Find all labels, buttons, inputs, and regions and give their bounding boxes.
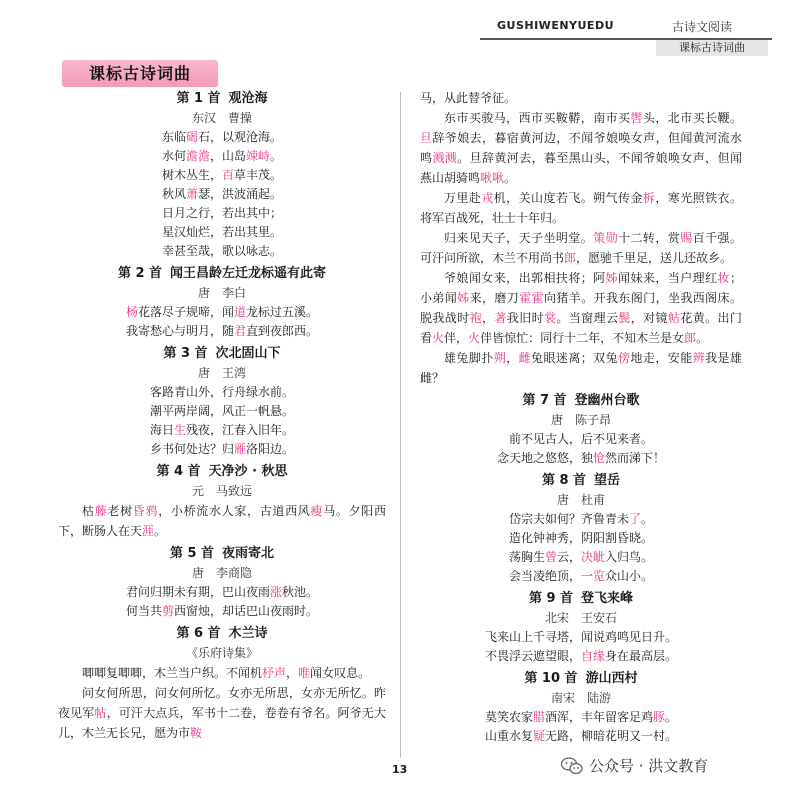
highlighted-char: 决眦 <box>581 550 606 564</box>
text-segment: 问女何所思，问女何所忆。女亦无所思，女亦无所忆。昨夜见军 <box>58 686 386 720</box>
text-segment: 乡书何处达？归 <box>149 442 234 456</box>
poem-heading <box>420 470 742 491</box>
page-number: 13 <box>392 763 408 776</box>
poem-author-name: 李商隐 <box>216 566 253 580</box>
text-segment: 身在最高层。 <box>605 649 678 663</box>
text-segment: 花落尽子规啼，闻 <box>137 305 234 319</box>
text-segment: ，愿驰千里足，送儿还故乡。 <box>576 251 733 265</box>
text-segment: 众山小。 <box>605 569 654 583</box>
poem-number: 第 7 首 <box>522 393 567 408</box>
text-segment: 直到夜郎西。 <box>246 324 319 338</box>
text-segment: 洛阳边。 <box>246 442 295 456</box>
text-segment: ，可汗大点兵，军书十二卷，卷卷有爷名。阿爷无大儿，木兰无长兄，愿为市 <box>58 706 386 740</box>
poem-author <box>420 411 742 430</box>
highlighted-char: 鬓 <box>618 311 631 325</box>
highlighted-char: 百 <box>221 168 234 182</box>
poem-heading <box>58 263 386 284</box>
highlighted-char: 霍霍 <box>519 291 544 305</box>
poem-line <box>58 223 386 242</box>
text-segment: 机，关山度若飞。朔气传金 <box>493 191 643 205</box>
prose-paragraph <box>420 228 742 268</box>
poem-line <box>420 628 742 647</box>
poem-line <box>58 583 386 602</box>
text-segment: 树木丛生， <box>161 168 222 182</box>
poem-dynasty: 唐 <box>550 413 563 427</box>
text-segment: 念天地之悠悠，独 <box>496 451 593 465</box>
text-segment: 残夜，江春入旧年。 <box>186 423 295 437</box>
poem-dynasty: 唐 <box>556 493 569 507</box>
poem-dynasty: 南宋 <box>550 691 575 705</box>
text-segment: 爷娘闻女来，出郭相扶将；阿 <box>444 271 606 285</box>
highlighted-char: 雌 <box>518 351 532 365</box>
highlighted-char: 傍 <box>618 351 631 365</box>
poem-number: 第 2 首 <box>117 266 163 281</box>
highlighted-char: 啾啾 <box>480 171 505 185</box>
text-segment: 幸甚至哉，歌以咏志。 <box>161 244 282 258</box>
header-title: 古诗文阅读 <box>672 20 733 34</box>
highlighted-char: 帖 <box>94 706 107 720</box>
header-tag: 课标古诗词曲 <box>656 40 768 56</box>
prose-paragraph <box>420 268 742 348</box>
prose-paragraph <box>420 188 742 228</box>
highlighted-char: 杼声 <box>262 666 287 680</box>
highlighted-char: 柝 <box>642 191 656 205</box>
wechat-icon <box>561 757 583 775</box>
highlighted-char: 藤 <box>94 504 108 518</box>
poem-heading <box>420 588 742 609</box>
highlighted-char: 旦 <box>420 131 433 145</box>
poem-author <box>58 364 386 383</box>
highlighted-char: 君 <box>233 324 246 338</box>
highlighted-char: 郎 <box>684 331 697 345</box>
text-segment: ， <box>481 311 495 325</box>
text-segment: 。 <box>665 710 678 724</box>
text-segment: 星汉灿烂，若出其里。 <box>161 225 282 239</box>
text-segment: 潮平两岸阔，风正一帆悬。 <box>149 404 294 418</box>
poem-dynasty: 唐 <box>197 286 210 300</box>
poem-author-name: 杜甫 <box>581 493 606 507</box>
highlighted-char: 妆 <box>717 271 730 285</box>
text-segment: ， <box>506 351 519 365</box>
text-segment: 马，从此替爷征。 <box>420 91 517 105</box>
text-segment: ，山岛 <box>209 149 246 163</box>
text-segment: 然而涕下！ <box>605 451 666 465</box>
poem-title: 闻王昌龄左迁龙标遥有此寄 <box>170 266 327 281</box>
poem-title: 登飞来峰 <box>581 591 634 606</box>
highlighted-char: 竦峙 <box>246 149 271 163</box>
poem-line <box>58 166 386 185</box>
text-segment: 何当共 <box>125 604 162 618</box>
poem-title: 登幽州台歌 <box>574 393 640 408</box>
poem-title: 望岳 <box>594 473 621 488</box>
highlighted-char: 策勋 <box>593 231 619 245</box>
text-segment: 客路青山外，行舟绿水前。 <box>149 385 294 399</box>
poem-line <box>58 602 386 621</box>
poem-author <box>58 644 386 663</box>
highlighted-char: 袍 <box>469 311 482 325</box>
poem-line <box>420 708 742 727</box>
text-segment: 。 <box>270 149 283 163</box>
poem-heading <box>420 390 742 411</box>
poem-author <box>420 609 742 628</box>
poem-line <box>420 548 742 567</box>
text-segment: 不畏浮云遮望眼， <box>484 649 581 663</box>
text-segment: 来，磨刀 <box>469 291 520 305</box>
highlighted-char: 姊 <box>605 271 619 285</box>
highlighted-char: 涯 <box>142 524 155 538</box>
poem-author-name: 陆游 <box>587 691 612 705</box>
text-segment: ，对镜 <box>630 311 668 325</box>
text-segment: 伴皆惊忙：同行十二年，不知木兰是女 <box>480 331 685 345</box>
poem-source: 《乐府诗集》 <box>185 646 258 660</box>
highlighted-char: 豚 <box>653 710 666 724</box>
prose-paragraph <box>58 501 386 541</box>
text-segment: 归来见天子，天子坐明堂。 <box>444 231 594 245</box>
highlighted-char: 曾 <box>544 550 557 564</box>
text-segment: ， <box>286 666 299 680</box>
text-segment: 龙标过五溪。 <box>246 305 319 319</box>
highlighted-char: 萧 <box>185 187 198 201</box>
poem-dynasty: 北宋 <box>544 611 569 625</box>
poem-heading <box>420 668 742 689</box>
text-segment: 荡胸生 <box>508 550 545 564</box>
text-segment: 。 <box>504 171 517 185</box>
poem-line <box>420 510 742 529</box>
text-segment: 雄兔脚扑 <box>444 351 494 365</box>
poem-line <box>58 440 386 459</box>
highlighted-char: 澹澹 <box>185 149 210 163</box>
text-segment: 老树 <box>107 504 133 518</box>
text-segment: 岱宗夫如何？齐鲁青未 <box>508 512 629 526</box>
text-segment: 前不见古人，后不见来者。 <box>508 432 653 446</box>
poem-line <box>58 147 386 166</box>
highlighted-char: 裳 <box>543 311 557 325</box>
text-segment: 万里赴 <box>444 191 482 205</box>
poem-number: 第 10 首 <box>524 671 578 686</box>
poem-title: 木兰诗 <box>228 626 268 641</box>
poem-author <box>420 689 742 708</box>
highlighted-char: 戎 <box>481 191 494 205</box>
poem-author <box>420 491 742 510</box>
text-segment: 马。夕阳西下，断肠人在天 <box>58 504 386 538</box>
highlighted-char: 怆 <box>592 451 605 465</box>
highlighted-char: 瘦 <box>310 504 324 518</box>
highlighted-char: 溅溅 <box>432 151 458 165</box>
poem-author-name: 王湾 <box>222 366 247 380</box>
watermark-text: 公众号 · 洪文教育 <box>589 757 709 775</box>
text-segment: 西窗烛，却话巴山夜雨时。 <box>174 604 319 618</box>
text-segment: 闻女叹息。 <box>310 666 371 680</box>
highlighted-char: 著 <box>494 311 507 325</box>
text-segment: 东市买骏马，西市买鞍鞯，南市买 <box>444 111 631 125</box>
text-segment: 。 <box>696 331 709 345</box>
highlighted-char: 杨 <box>125 305 138 319</box>
poem-line <box>58 383 386 402</box>
text-segment: 石，以观沧海。 <box>198 130 283 144</box>
poem-number: 第 4 首 <box>156 464 201 479</box>
poem-line <box>420 430 742 449</box>
text-segment: 闻妹来，当户理红 <box>618 271 718 285</box>
poem-number: 第 9 首 <box>528 591 574 606</box>
text-segment: 向猪羊。开我东阁门，坐我西阁床。脱我战时 <box>420 291 742 325</box>
text-segment: 无路，柳暗花明又一村。 <box>545 729 678 743</box>
prose-paragraph <box>420 348 742 388</box>
poem-heading <box>58 88 386 109</box>
poem-line <box>58 204 386 223</box>
header-pinyin: GUSHIWENYUEDU <box>497 19 615 32</box>
highlighted-char: 了 <box>628 512 641 526</box>
highlighted-char: 涨 <box>269 585 282 599</box>
highlighted-char: 火 <box>432 331 445 345</box>
poem-title: 天净沙 · 秋思 <box>208 464 288 479</box>
highlighted-char: 昏鸦 <box>132 504 159 518</box>
column-divider <box>400 92 401 758</box>
text-segment: 山重水复 <box>484 729 533 743</box>
prose-paragraph <box>420 108 742 188</box>
poem-line <box>58 128 386 147</box>
text-segment: 枯 <box>82 504 95 518</box>
poem-heading <box>58 461 386 482</box>
text-segment: 会当凌绝顶，一 <box>508 569 593 583</box>
prose-paragraph <box>58 663 386 683</box>
highlighted-char: 自缘 <box>580 649 605 663</box>
highlighted-char: 赐 <box>680 231 693 245</box>
highlighted-char: 碣 <box>185 130 198 144</box>
text-segment: 百千强。可汗问所欲，木兰不用尚书 <box>420 231 742 265</box>
text-segment: 。 <box>641 512 654 526</box>
highlighted-char: 雁 <box>233 442 246 456</box>
highlighted-char: 鞍 <box>190 726 203 740</box>
poem-line <box>58 402 386 421</box>
text-segment: 莫笑农家 <box>484 710 533 724</box>
text-segment: 花黄。出门看 <box>420 311 742 345</box>
poem-line <box>58 185 386 204</box>
poem-author-name: 陈子昂 <box>575 413 612 427</box>
highlighted-char: 道 <box>234 305 247 319</box>
poem-heading <box>58 623 386 644</box>
text-segment: 。当窗理云 <box>556 311 619 325</box>
text-segment: 头，北市买长鞭。 <box>642 111 742 125</box>
text-segment: 入归鸟。 <box>605 550 654 564</box>
poem-line <box>420 567 742 586</box>
poem-author-name: 马致远 <box>216 484 253 498</box>
poem-line <box>420 727 742 746</box>
poem-number: 第 8 首 <box>541 473 587 488</box>
highlighted-char: 览 <box>592 569 605 583</box>
poem-line <box>420 647 742 666</box>
text-segment: 日月之行，若出其中； <box>161 206 282 220</box>
poem-dynasty: 元 <box>191 484 204 498</box>
text-segment: ，小桥流水人家，古道西风 <box>158 504 311 518</box>
poem-author-name: 王安石 <box>581 611 618 625</box>
poem-number: 第 6 首 <box>176 626 221 641</box>
poem-heading <box>58 543 386 564</box>
text-segment: 。 <box>154 524 167 538</box>
poem-author <box>58 482 386 501</box>
section-title: 课标古诗词曲 <box>62 60 218 87</box>
text-segment: 唧唧复唧唧，木兰当户织。不闻机 <box>82 666 263 680</box>
text-segment: 伴， <box>444 331 469 345</box>
left-column <box>58 86 386 780</box>
poem-author-name: 曹操 <box>228 111 253 125</box>
text-segment: 瑟，洪波涌起。 <box>198 187 283 201</box>
highlighted-char: 帖 <box>667 311 681 325</box>
poem-author <box>58 284 386 303</box>
text-segment: 水何 <box>161 149 186 163</box>
text-segment: 酒浑，丰年留客足鸡 <box>544 710 653 724</box>
poem-line <box>58 421 386 440</box>
poem-title: 观沧海 <box>228 91 268 106</box>
text-segment: 。旦辞黄河去，暮至黑山头，不闻爷娘唤女声，但闻燕山胡骑鸣 <box>420 151 742 185</box>
highlighted-char: 朔 <box>493 351 507 365</box>
text-segment: 造化钟神秀，阴阳割昏晓。 <box>508 531 653 545</box>
poem-line <box>420 449 742 468</box>
prose-paragraph <box>420 88 742 108</box>
text-segment: 海日 <box>149 423 174 437</box>
highlighted-char: 生 <box>173 423 186 437</box>
poem-dynasty: 唐 <box>197 366 210 380</box>
text-segment: 秋风 <box>161 187 186 201</box>
poem-author <box>58 564 386 583</box>
poem-dynasty: 东汉 <box>191 111 216 125</box>
watermark <box>561 755 708 776</box>
text-segment: ，寒光照铁衣。将军百战死，壮士十年归。 <box>420 191 742 225</box>
text-segment: 地走，安能 <box>630 351 693 365</box>
poem-author <box>58 109 386 128</box>
text-segment: 秋池。 <box>282 585 319 599</box>
prose-paragraph <box>58 683 386 743</box>
right-column <box>420 88 742 780</box>
text-segment: 兔眼迷离；双兔 <box>531 351 619 365</box>
poem-line <box>58 322 386 341</box>
poem-number: 第 1 首 <box>176 91 221 106</box>
text-segment: 草丰茂。 <box>234 168 283 182</box>
highlighted-char: 辔 <box>630 111 643 125</box>
text-segment: 东临 <box>161 130 186 144</box>
poem-line <box>58 303 386 322</box>
poem-author-name: 李白 <box>222 286 247 300</box>
poem-heading <box>58 343 386 364</box>
poem-number: 第 3 首 <box>163 346 208 361</box>
poem-dynasty: 唐 <box>191 566 204 580</box>
text-segment: ；小弟闻 <box>420 271 742 305</box>
highlighted-char: 唯 <box>298 666 311 680</box>
text-segment: 十二转，赏 <box>618 231 681 245</box>
poem-number: 第 5 首 <box>169 546 215 561</box>
text-segment: 辞爷娘去，暮宿黄河边，不闻爷娘唤女声，但闻黄河流水鸣 <box>420 131 742 165</box>
highlighted-char: 姊 <box>457 291 470 305</box>
text-segment: 我寄愁心与明月，随 <box>125 324 234 338</box>
highlighted-char: 辨 <box>692 351 706 365</box>
poem-title: 游山西村 <box>585 671 638 686</box>
poem-title: 次北固山下 <box>215 346 281 361</box>
text-segment: 云， <box>556 550 581 564</box>
highlighted-char: 腊 <box>532 710 545 724</box>
highlighted-char: 郎 <box>564 251 577 265</box>
poem-title: 夜雨寄北 <box>222 546 275 561</box>
highlighted-char: 剪 <box>161 604 174 618</box>
text-segment: 我旧时 <box>506 311 544 325</box>
poem-line <box>58 242 386 261</box>
text-segment: 我是雄雌？ <box>420 351 742 385</box>
highlighted-char: 疑 <box>532 729 545 743</box>
poem-line <box>420 529 742 548</box>
text-segment: 飞来山上千寻塔，闻说鸡鸣见日升。 <box>484 630 677 644</box>
text-segment: 君问归期未有期，巴山夜雨 <box>125 585 270 599</box>
highlighted-char: 火 <box>468 331 481 345</box>
